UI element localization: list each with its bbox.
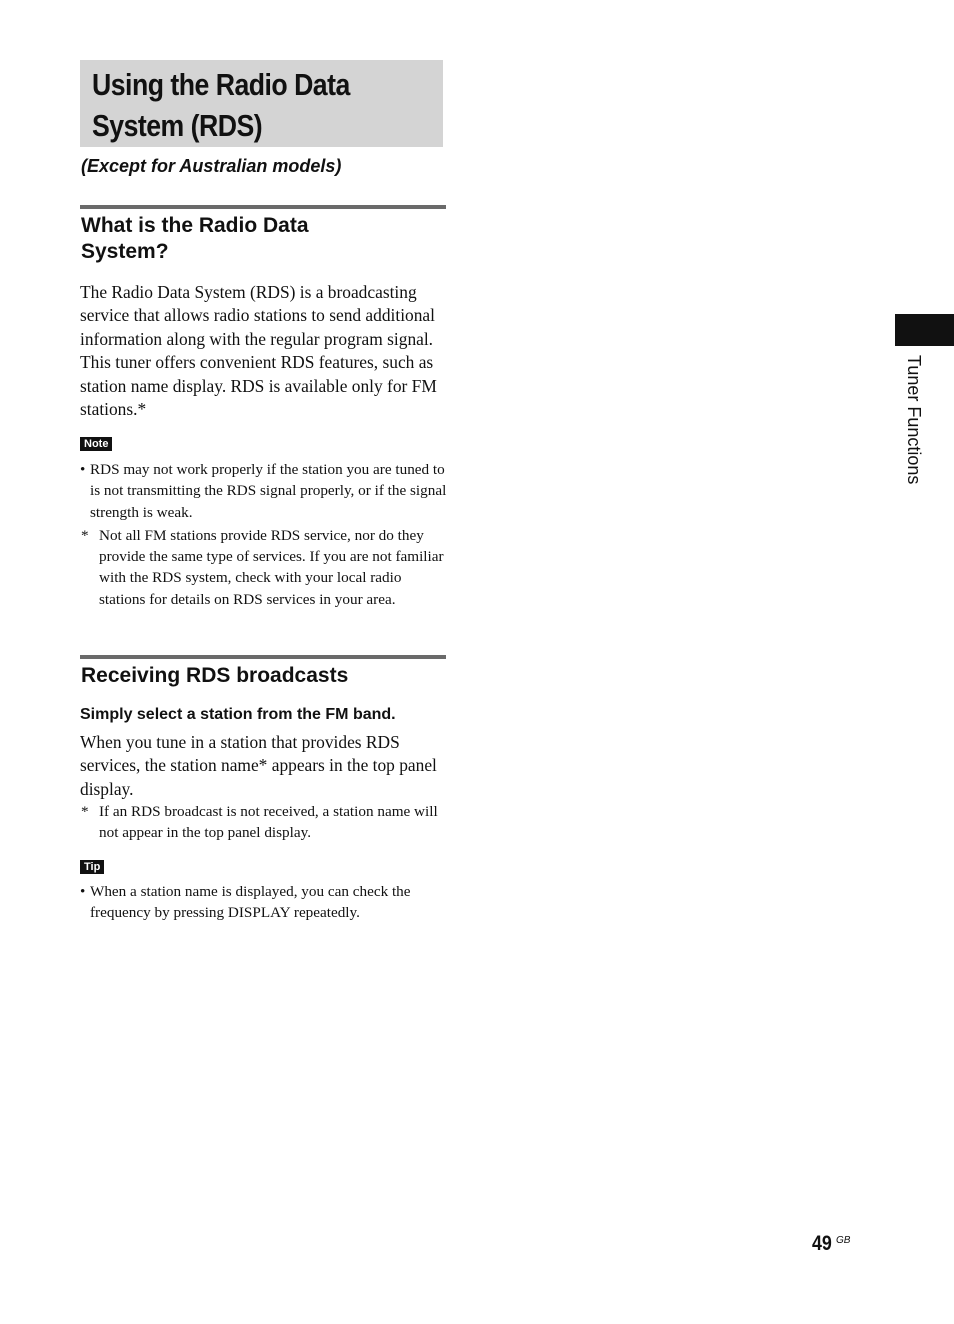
section-rule-2 [80, 655, 446, 659]
footnote [80, 801, 448, 844]
page-title [92, 64, 453, 146]
asterisk-mark: * [81, 803, 89, 820]
page-number: 49 [812, 1232, 832, 1255]
note-list [80, 459, 448, 610]
tip-list [80, 881, 448, 924]
section-heading-line-2: System? [81, 240, 169, 263]
tip-bullet [80, 881, 448, 924]
bullet-mark: • [80, 461, 86, 478]
page-number-suffix: GB [836, 1235, 851, 1246]
note-label: Note [80, 437, 112, 451]
instruction-lead: Simply select a station from the FM band. [80, 706, 396, 723]
note-bullet [80, 459, 448, 523]
asterisk-mark: * [81, 526, 89, 544]
section-rule-1 [80, 205, 446, 209]
tip-label: Tip [80, 860, 104, 874]
tip-bullet-text: When a station name is displayed, you can check the frequency by pressing DISPLAY repeatedly. [90, 883, 411, 922]
bullet-mark: • [80, 883, 86, 900]
receiving-footnote [80, 801, 448, 844]
footnote-text: If an RDS broadcast is not received, a station name will not appear in the top panel display. [99, 803, 438, 842]
page-title-line-1: Using the Radio Data [92, 67, 350, 102]
note-bullet-text: RDS may not work properly if the station you are tuned to is not transmitting the RDS signal properly, or if the signal strength is weak. [90, 461, 447, 521]
chapter-tab-label: Tuner Functions [904, 355, 924, 485]
rds-description: The Radio Data System (RDS) is a broadcasting service that allows radio stations to send additional information along with the regular program signal. This tuner offers convenient RDS features, such as station name display. RDS is available only for FM stations.* [80, 282, 437, 420]
receiving-description: When you tune in a station that provides RDS services, the station name* appears in the top panel display. [80, 732, 437, 799]
page-subtitle: (Except for Australian models) [81, 156, 342, 176]
page-title-line-2: System (RDS) [92, 108, 263, 143]
section-heading-line-1: What is the Radio Data [81, 214, 309, 237]
section-heading-what-is-rds [81, 213, 447, 265]
footnote [80, 525, 448, 610]
section-heading-receiving-rds: Receiving RDS broadcasts [81, 664, 349, 687]
chapter-tab-marker [895, 314, 954, 346]
footnote-text: Not all FM stations provide RDS service, nor do they provide the same type of services. If you are not familiar with the RDS system, check with your local radio stations for details on RDS services in your area. [99, 526, 444, 608]
title-box [80, 60, 443, 147]
